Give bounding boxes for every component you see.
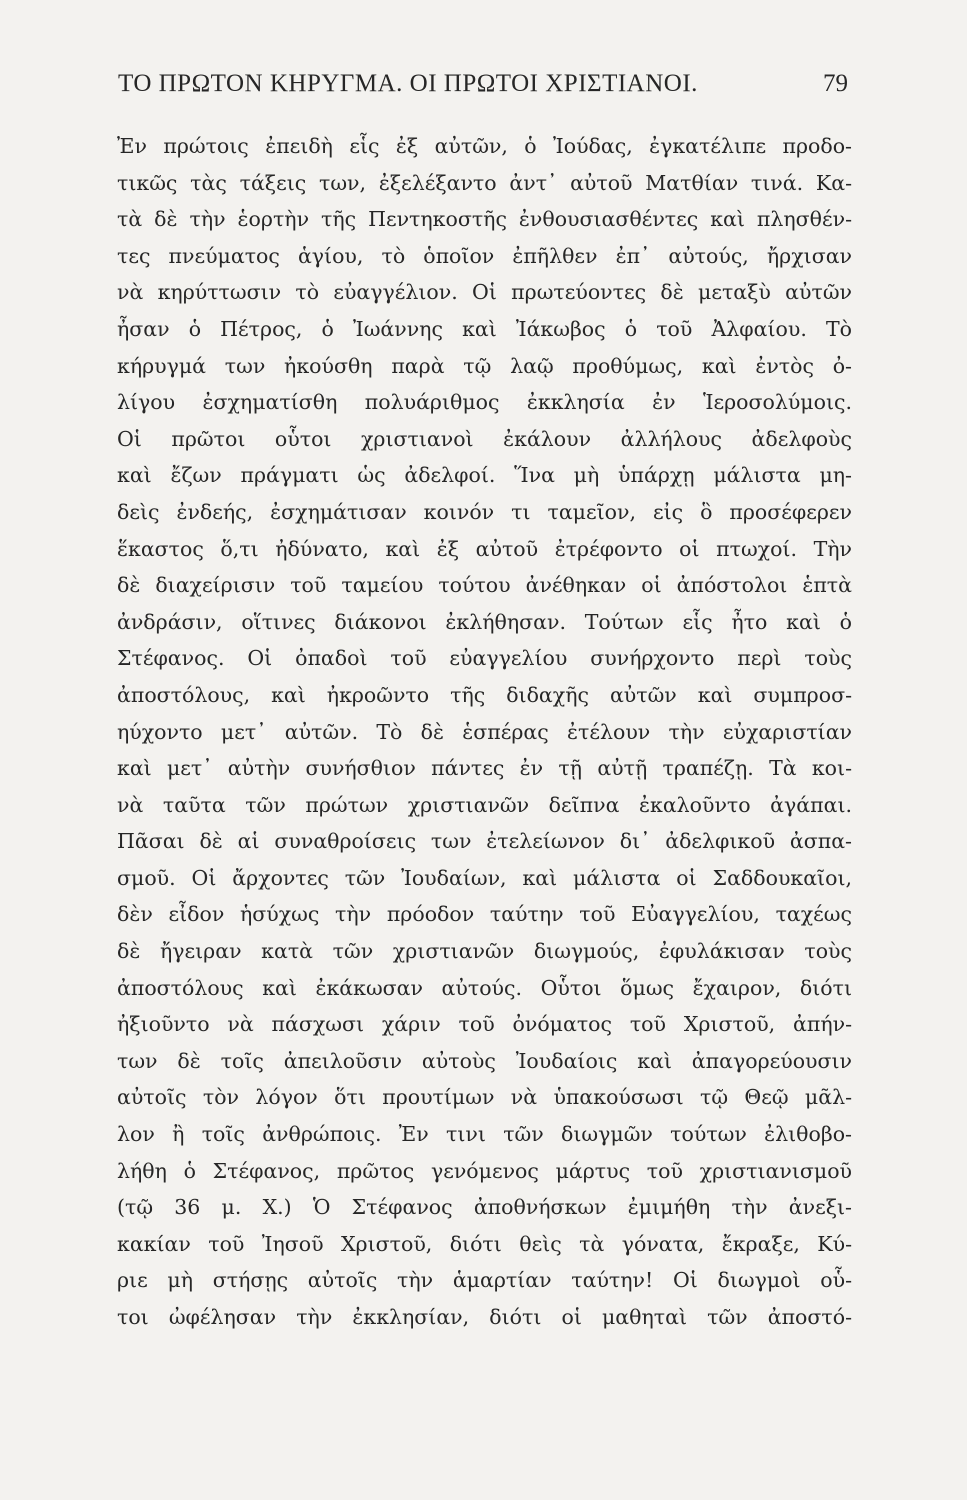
text-line: ἦσαν ὁ Πέτρος, ὁ Ἰωάννης καὶ Ἰάκωβος ὁ τοῦ Ἀλφαίου. Τὸ [117,316,852,341]
text-line: ἀποστόλους, καὶ ἠκροῶντο τῆς διδαχῆς αὐτῶν καὶ συμπροσ- [117,682,852,707]
page-header [118,70,848,110]
text-line: λίγου ἐσχηματίσθη πολυάριθμος ἐκκλησία ἐν Ἱεροσολύμοις. [117,390,852,415]
text-line: ριε μὴ στήσῃς αὐτοῖς τὴν ἁμαρτίαν ταύτην! Οἱ διωγμοὶ οὗ- [117,1268,852,1293]
text-line: ἕκαστος ὅ,τι ἠδύνατο, καὶ ἐξ αὐτοῦ ἐτρέφοντο οἱ πτωχοί. Τὴν [117,536,852,561]
text-line: λον ἢ τοῖς ἀνθρώποις. Ἐν τινι τῶν διωγμῶν τούτων ἐλιθοβο- [117,1122,852,1147]
text-line: καὶ ἔζων πράγματι ὡς ἀδελφοί. Ἵνα μὴ ὑπάρχῃ μάλιστα μη- [117,463,852,488]
page-number: 79 [823,70,848,97]
text-line: (τῷ 36 μ. Χ.) Ὁ Στέφανος ἀποθνήσκων ἐμιμήθη τὴν ἀνεξι- [117,1195,852,1220]
text-line: νὰ ταῦτα τῶν πρώτων χριστιανῶν δεῖπνα ἐκαλοῦντο ἀγάπαι. [117,792,852,817]
text-line: τὰ δὲ τὴν ἑορτὴν τῆς Πεντηκοστῆς ἐνθουσιασθέντες καὶ πλησθέν- [117,207,852,232]
text-line: νὰ κηρύττωσιν τὸ εὐαγγέλιον. Οἱ πρωτεύοντες δὲ μεταξὺ αὐτῶν [117,280,852,305]
text-line: δὲ διαχείρισιν τοῦ ταμείου τούτου ἀνέθηκαν οἱ ἀπόστολοι ἑπτὰ [117,573,852,598]
text-line: Στέφανος. Οἱ ὀπαδοὶ τοῦ εὐαγγελίου συνήρχοντο περὶ τοὺς [117,646,852,671]
text-line: ἠξιοῦντο νὰ πάσχωσι χάριν τοῦ ὀνόματος τοῦ Χριστοῦ, ἀπήν- [117,1012,852,1037]
text-line: δεὶς ἐνδεής, ἐσχημάτισαν κοινόν τι ταμεῖον, εἰς ὃ προσέφερεν [117,499,852,524]
text-line: τες πνεύματος ἁγίου, τὸ ὁποῖον ἐπῆλθεν ἐπ᾽ αὐτούς, ἤρχισαν [117,243,852,268]
text-line: αὐτοῖς τὸν λόγον ὅτι προυτίμων νὰ ὑπακούσωσι τῷ Θεῷ μᾶλ- [117,1085,852,1110]
text-line: τικῶς τὰς τάξεις των, ἐξελέξαντο ἀντ᾽ αὐτοῦ Ματθίαν τινά. Κα- [117,170,852,195]
text-line: ἀποστόλους καὶ ἐκάκωσαν αὐτούς. Οὗτοι ὅμως ἔχαιρον, διότι [117,975,852,1000]
text-line: κακίαν τοῦ Ἰησοῦ Χριστοῦ, διότι θεὶς τὰ γόνατα, ἔκραξε, Κύ- [117,1231,852,1256]
text-line: ηύχοντο μετ᾽ αὐτῶν. Τὸ δὲ ἑσπέρας ἐτέλουν τὴν εὐχαριστίαν [117,719,852,744]
text-line: των δὲ τοῖς ἀπειλοῦσιν αὐτοὺς Ἰουδαίοις καὶ ἀπαγορεύουσιν [117,1048,852,1073]
text-line: δὲν εἶδον ἡσύχως τὴν πρόοδον ταύτην τοῦ Εὐαγγελίου, ταχέως [117,902,852,927]
running-head: ΤΟ ΠΡΩΤΟΝ ΚΗΡΥΓΜΑ. ΟΙ ΠΡΩΤΟΙ ΧΡΙΣΤΙΑΝΟΙ. [118,70,698,97]
text-line: δὲ ἤγειραν κατὰ τῶν χριστιανῶν διωγμούς, ἐφυλάκισαν τοὺς [117,939,852,964]
body-text [117,128,852,1336]
text-line: τοι ὠφέλησαν τὴν ἐκκλησίαν, διότι οἱ μαθηταὶ τῶν ἀποστό- [117,1305,852,1329]
text-line: Ἐν πρώτοις ἐπειδὴ εἷς ἐξ αὐτῶν, ὁ Ἰούδας, ἐγκατέλιπε προδο- [117,134,852,158]
text-line: ἀνδράσιν, οἵτινες διάκονοι ἐκλήθησαν. Τούτων εἷς ἦτο καὶ ὁ [117,609,852,634]
text-line: λήθη ὁ Στέφανος, πρῶτος γενόμενος μάρτυς τοῦ χριστιανισμοῦ [117,1158,852,1183]
text-line: σμοῦ. Οἱ ἄρχοντες τῶν Ἰουδαίων, καὶ μάλιστα οἱ Σαδδουκαῖοι, [117,865,852,890]
text-line: Πᾶσαι δὲ αἱ συναθροίσεις των ἐτελείωνον δι᾽ ἀδελφικοῦ ἀσπα- [117,829,852,854]
text-line: καὶ μετ᾽ αὐτὴν συνήσθιον πάντες ἐν τῇ αὐτῇ τραπέζῃ. Τὰ κοι- [117,756,852,781]
text-line: κήρυγμά των ἠκούσθη παρὰ τῷ λαῷ προθύμως, καὶ ἐντὸς ὀ- [117,353,852,378]
text-line: Οἱ πρῶτοι οὗτοι χριστιανοὶ ἐκάλουν ἀλλήλους ἀδελφοὺς [117,426,852,451]
